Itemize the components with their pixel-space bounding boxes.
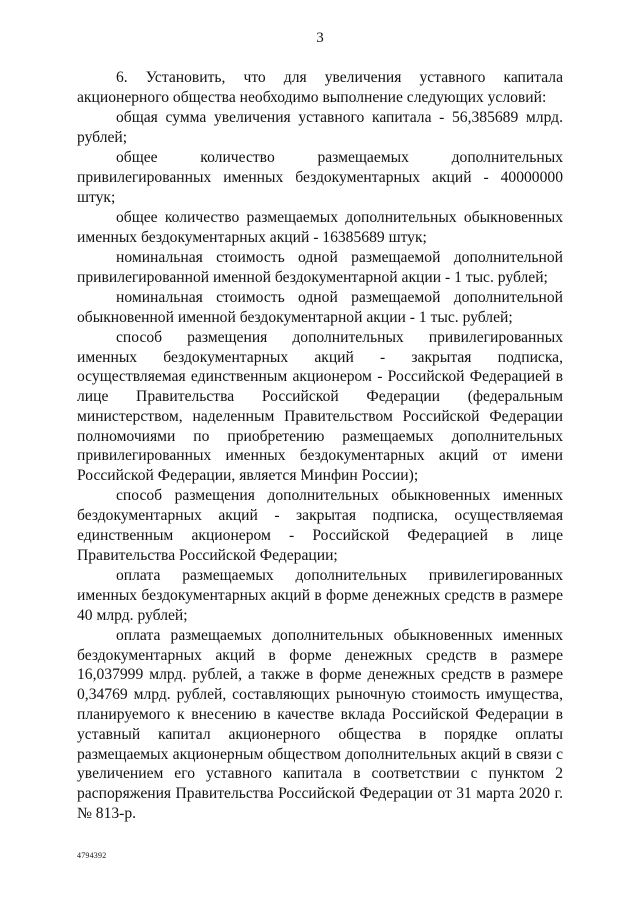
paragraph-ordinary-placement-method: способ размещения дополнительных обыкновенных именных бездокументарных акций - закрытая подписка, осуществляемая единственным акционером - Российской Федерацией в лице Правительства Российской Федерации; — [77, 487, 563, 564]
paragraph-clause-6-intro: 6. Установить, что для увеличения уставного капитала акционерного общества необходимо выполнение следующих условий: — [77, 69, 563, 106]
paragraph-preferred-payment: оплата размещаемых дополнительных привилегированных именных бездокументарных акций в форме денежных средств в размере 40 млрд. рублей; — [77, 567, 563, 624]
paragraph-preferred-placement-method: способ размещения дополнительных привилегированных именных бездокументарных акций - закрытая подписка, осуществляемая единственным акционером - Российской Федерацией в лице Правительства Российской Федерации (федеральным министерством, наделенным Правительством Российской Федерации полномочиями по приобретению размещаемых дополнительных привилегированных именных бездокументарных акций от имени Российской Федерации, является Минфин России); — [77, 328, 563, 485]
paragraph-total-amount: общая сумма увеличения уставного капитала - 56,385689 млрд. рублей; — [77, 108, 563, 146]
document-id: 4794392 — [77, 851, 107, 860]
paragraph-preferred-nominal-value: номинальная стоимость одной размещаемой дополнительной привилегированной именной бездокументарной акции - 1 тыс. рублей; — [77, 248, 563, 286]
paragraph-ordinary-shares-count: общее количество размещаемых дополнительных обыкновенных именных бездокументарных акций - 16385689 штук; — [77, 208, 563, 246]
page-number: 3 — [316, 30, 324, 46]
paragraph-preferred-shares-count: общее количество размещаемых дополнительных привилегированных именных бездокументарных акций - 40000000 штук; — [77, 148, 563, 206]
paragraph-ordinary-payment: оплата размещаемых дополнительных обыкновенных именных бездокументарных акций в форме денежных средств в размере 16,037999 млрд. рублей, а также в форме денежных средств в размере 0,34769 млрд. рублей, составляющих рыночную стоимость имущества, планируемого к внесению в качестве вклада Российской Федерации в уставный капитал акционерного общества в порядке оплаты размещаемых акционерным обществом дополнительных акций в связи с увеличением его уставного капитала в соответствии с пунктом 2 распоряжения Правительства Российской Федерации от 31 марта 2020 г. № 813-р. — [77, 626, 563, 822]
document-body — [77, 68, 563, 824]
paragraph-ordinary-nominal-value: номинальная стоимость одной размещаемой дополнительной обыкновенной именной бездокументарной акции - 1 тыс. рублей; — [77, 288, 563, 326]
